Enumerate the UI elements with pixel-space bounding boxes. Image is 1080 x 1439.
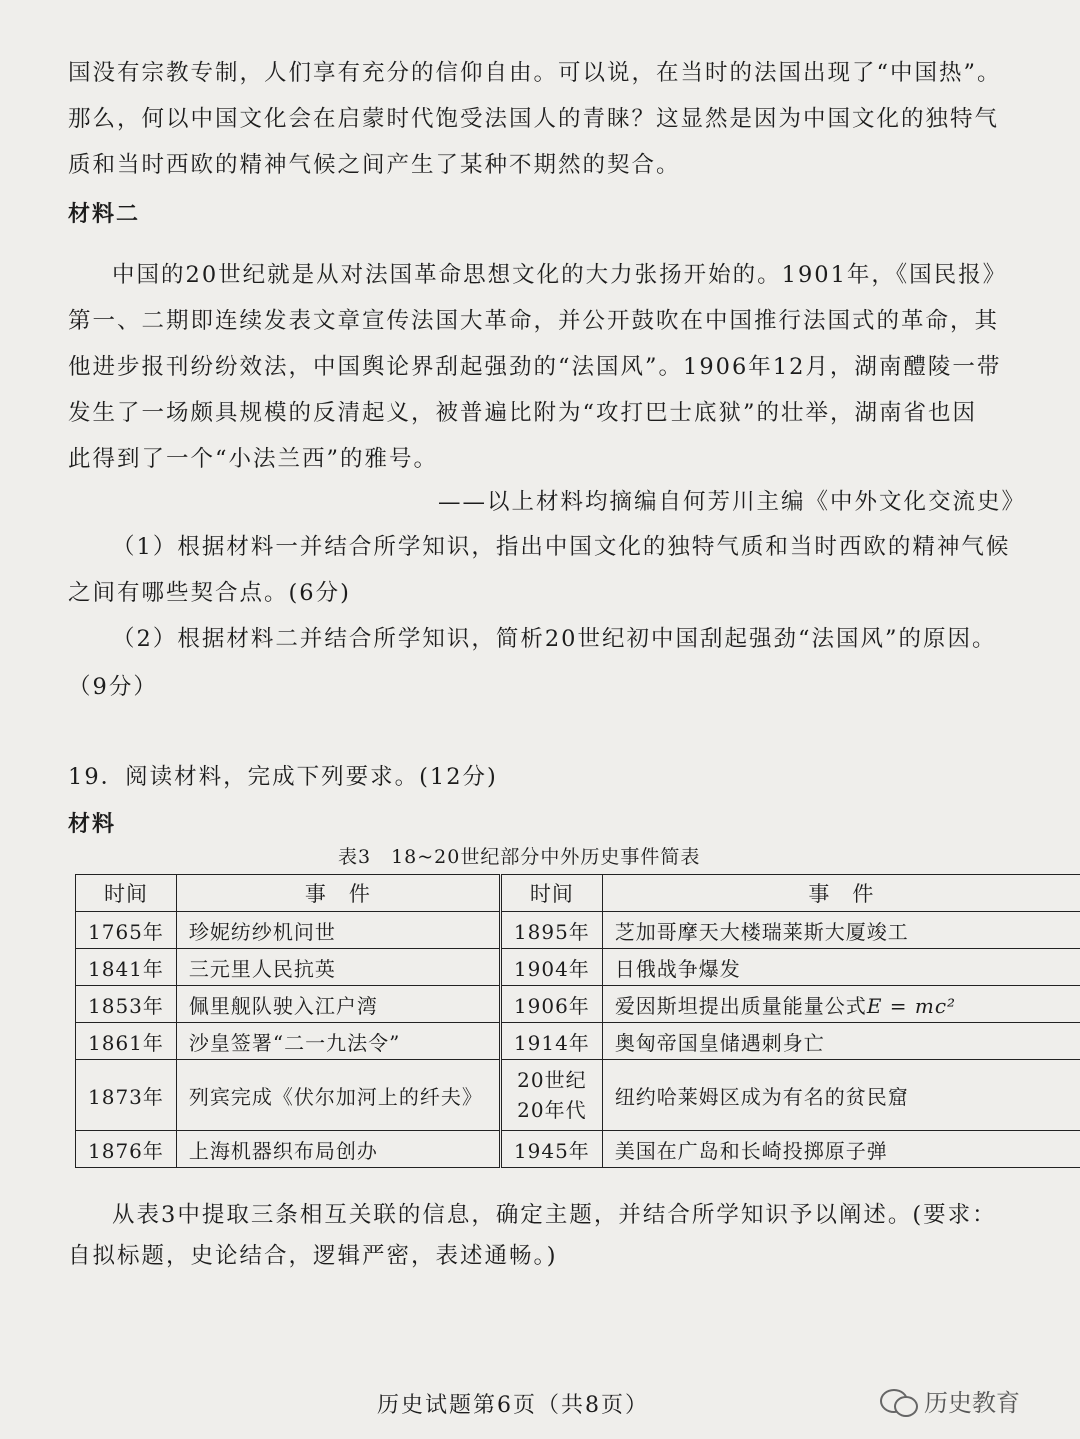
- right-time: 1904年: [500, 949, 602, 986]
- header-time-left: 时间: [76, 875, 177, 912]
- left-time: 1853年: [76, 986, 177, 1023]
- header-time-right: 时间: [500, 875, 602, 912]
- material2-line-3: 他进步报刊纷纷效法，中国舆论界刮起强劲的“法国风”。1906年12月，湖南醴陵一带: [68, 354, 1002, 380]
- material1-line-2: 那么，何以中国文化会在启蒙时代饱受法国人的青睐？这显然是因为中国文化的独特气: [68, 106, 1000, 132]
- material2-line-1: 中国的20世纪就是从对法国革命思想文化的大力张扬开始的。1901年，《国民报》: [112, 262, 1008, 288]
- left-event: 三元里人民抗英: [176, 949, 500, 986]
- question-19-material-label: 材料: [68, 812, 117, 837]
- page-footer: 历史试题第6页（共8页）: [377, 1393, 649, 1418]
- right-event: 纽约哈莱姆区成为有名的贫民窟: [602, 1060, 1080, 1131]
- right-event: 奥匈帝国皇储遇刺身亡: [602, 1023, 1080, 1060]
- formula: E = mc²: [866, 993, 957, 1018]
- table-caption: 表3 18~20世纪部分中外历史事件简表: [338, 846, 701, 868]
- watermark: [880, 1383, 1020, 1418]
- table-header-row: [76, 875, 1080, 912]
- table-row: [76, 1131, 1080, 1168]
- left-time: 1861年: [76, 1023, 177, 1060]
- right-event: [602, 986, 1080, 1023]
- header-event-right: 事 件: [602, 875, 1080, 912]
- right-time: 1895年: [500, 912, 602, 949]
- material-source: ——以上材料均摘编自何芳川主编《中外文化交流史》: [438, 489, 1027, 515]
- question-1-line-2: 之间有哪些契合点。(6分): [68, 580, 351, 606]
- left-time: 1841年: [76, 949, 177, 986]
- left-event: 佩里舰队驶入江户湾: [176, 986, 500, 1023]
- right-event: 芝加哥摩天大楼瑞莱斯大厦竣工: [602, 912, 1080, 949]
- table-row: [76, 1060, 1080, 1131]
- right-time: [500, 1060, 602, 1131]
- table-row: [76, 986, 1080, 1023]
- left-time: 1873年: [76, 1060, 177, 1131]
- table-row: [76, 949, 1080, 986]
- wechat-icon: [880, 1385, 918, 1417]
- instruction-line-1: 从表3中提取三条相互关联的信息，确定主题，并结合所学知识予以阐述。(要求：: [112, 1202, 997, 1228]
- right-time-line-1: 20世纪: [517, 1068, 587, 1092]
- right-time: 1914年: [500, 1023, 602, 1060]
- right-event-text: 爱因斯坦提出质量能量公式: [614, 993, 867, 1018]
- left-event: 上海机器织布局创办: [176, 1131, 500, 1168]
- material1-line-3: 质和当时西欧的精神气候之间产生了某种不期然的契合。: [68, 152, 681, 178]
- question-2-line-1: （2）根据材料二并结合所学知识，简析20世纪初中国刮起强劲“法国风”的原因。: [112, 626, 997, 652]
- material1-line-1: 国没有宗教专制，人们享有充分的信仰自由。可以说，在当时的法国出现了“中国热”。: [68, 60, 1002, 86]
- question-1-line-1: （1）根据材料一并结合所学知识，指出中国文化的独特气质和当时西欧的精神气候: [112, 534, 1011, 560]
- header-event-left: 事 件: [176, 875, 500, 912]
- left-time: 1765年: [76, 912, 177, 949]
- material2-line-2: 第一、二期即连续发表文章宣传法国大革命，并公开鼓吹在中国推行法国式的革命，其: [68, 308, 1000, 334]
- table-row: [76, 1023, 1080, 1060]
- left-event: 沙皇签署“二一九法令”: [176, 1023, 500, 1060]
- right-time: 1906年: [500, 986, 602, 1023]
- events-table: [75, 874, 1080, 1168]
- material2-heading: 材料二: [68, 202, 141, 227]
- right-time-line-2: 20年代: [517, 1098, 587, 1122]
- question-2-line-2: （9分）: [68, 674, 158, 700]
- left-event: 列宾完成《伏尔加河上的纤夫》: [176, 1060, 500, 1131]
- watermark-text: 历史教育: [924, 1389, 1020, 1417]
- instruction-line-2: 自拟标题，史论结合，逻辑严密，表述通畅。): [68, 1243, 558, 1269]
- right-event: 日俄战争爆发: [602, 949, 1080, 986]
- right-event: 美国在广岛和长崎投掷原子弹: [602, 1131, 1080, 1168]
- question-19-title: 19．阅读材料，完成下列要求。(12分): [68, 764, 498, 790]
- table-row: [76, 912, 1080, 949]
- material2-line-5: 此得到了一个“小法兰西”的雅号。: [68, 446, 439, 472]
- right-time: 1945年: [500, 1131, 602, 1168]
- left-time: 1876年: [76, 1131, 177, 1168]
- left-event: 珍妮纺纱机问世: [176, 912, 500, 949]
- material2-line-4: 发生了一场颇具规模的反清起义，被普遍比附为“攻打巴士底狱”的壮举，湖南省也因: [68, 400, 978, 426]
